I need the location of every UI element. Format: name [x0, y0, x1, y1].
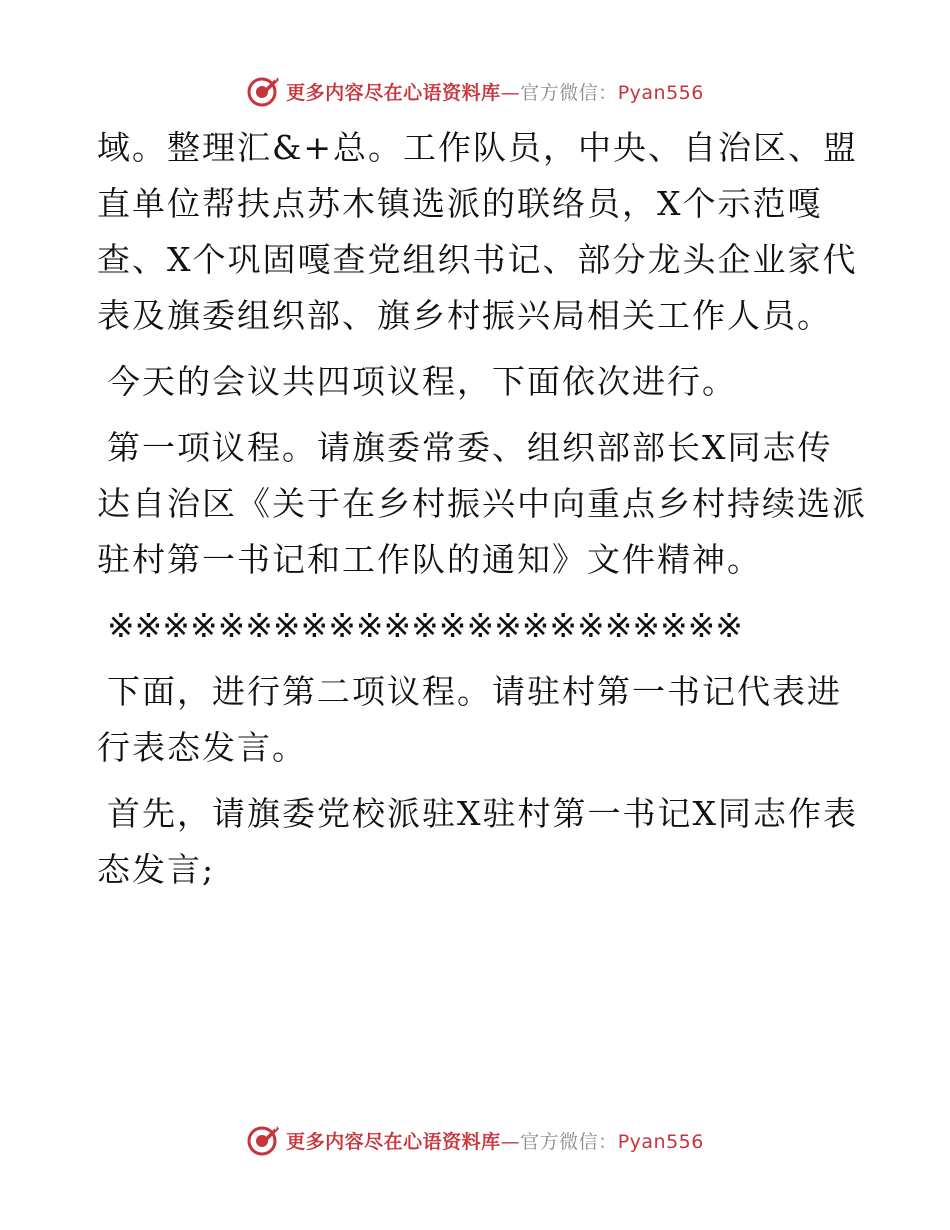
watermark-brand: 更多内容尽在心语资料库: [286, 81, 501, 104]
watermark-text: [286, 1127, 704, 1154]
header-watermark: [0, 71, 950, 111]
quill-logo-icon: [246, 74, 280, 108]
paragraph-agenda-item-1: 第一项议程。请旗委常委、组织部部长X同志传达自治区《关于在乡村振兴中向重点乡村持续选派驻村第一书记和工作队的通知》文件精神。: [97, 428, 867, 579]
watermark-dash: —: [500, 81, 521, 104]
footer-watermark: [0, 1120, 950, 1160]
watermark-label: 官方微信：: [520, 81, 618, 104]
watermark-wechat-id: Pyan556: [617, 1130, 704, 1153]
watermark-wechat-id: Pyan556: [617, 81, 704, 104]
paragraph-agenda-intro: 今天的会议共四项议程，下面依次进行。: [107, 362, 737, 401]
quill-logo-icon: [246, 1123, 280, 1157]
paragraph-agenda-item-2: 下面，进行第二项议程。请驻村第一书记代表进行表态发言。: [97, 672, 842, 767]
watermark-brand: 更多内容尽在心语资料库: [286, 1130, 501, 1153]
paragraph-first-speaker: 首先，请旗委党校派驻X驻村第一书记X同志作表态发言;: [97, 794, 858, 889]
watermark-text: [286, 78, 704, 105]
watermark-label: 官方微信：: [520, 1130, 618, 1153]
document-body: [97, 120, 867, 898]
paragraph-separator: ※※※※※※※※※※※※※※※※※※※※※※※: [107, 606, 743, 645]
watermark-dash: —: [500, 1130, 521, 1153]
paragraph-attendees: 域。整理汇&+总。工作队员，中央、自治区、盟直单位帮扶点苏木镇选派的联络员，X个示范嘎查、X个巩固嘎查党组织书记、部分龙头企业家代表及旗委组织部、旗乡村振兴局相关工作人员。: [97, 128, 859, 335]
